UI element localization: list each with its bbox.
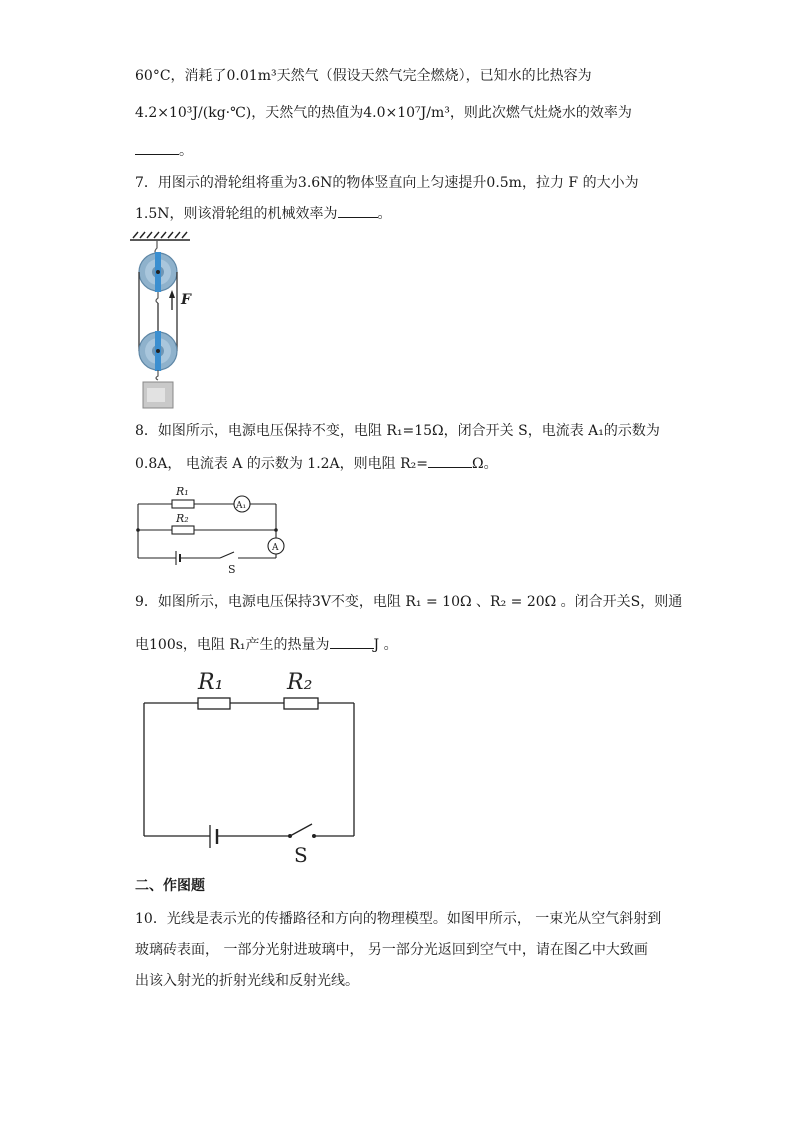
- q8-a-label: A: [272, 543, 279, 553]
- pulley-figure: [125, 232, 205, 412]
- q9-r1-label: R₁: [198, 670, 224, 695]
- q9-answer-blank[interactable]: [330, 634, 374, 649]
- q6-line1: 60°C，消耗了0.01m³天然气（假设天然气完全燃烧），已知水的比热容为: [135, 68, 592, 84]
- q7-line2: 1.5N，则该滑轮组的机械效率为 。: [135, 203, 392, 224]
- q9-line2: 电100s，电阻 R₁产生的热量为 J 。: [135, 634, 398, 655]
- series-circuit-figure: [140, 662, 365, 867]
- q9-switch-label: S: [294, 843, 308, 867]
- q8-a1-label: A₁: [236, 501, 247, 511]
- force-label: F: [181, 292, 191, 308]
- q10-line3: 出该入射光的折射光线和反射光线。: [135, 973, 359, 989]
- q8-line2: 0.8A， 电流表 A 的示数为 1.2A，则电阻 R₂= Ω。: [135, 453, 498, 474]
- q9-r2-label: R₂: [287, 670, 313, 695]
- q10-line1: 10．光线是表示光的传播路径和方向的物理模型。如图甲所示， 一束光从空气斜射到: [135, 911, 662, 927]
- q6-answer-blank[interactable]: [135, 140, 179, 155]
- q8-answer-blank[interactable]: [428, 453, 472, 468]
- q9-line1: 9．如图所示，电源电压保持3V不变，电阻 R₁ = 10Ω 、R₂ = 20Ω 。闭合开关S，则通: [135, 594, 683, 610]
- parallel-circuit-figure: [130, 480, 300, 580]
- q8-r1-label: R₁: [176, 485, 189, 498]
- q10-line2: 玻璃砖表面， 一部分光射进玻璃中， 另一部分光返回到空气中，请在图乙中大致画: [135, 942, 648, 958]
- q6-line3: 。: [135, 140, 193, 161]
- q8-switch-label: S: [228, 563, 236, 576]
- q7-answer-blank[interactable]: [338, 203, 378, 218]
- q8-line1: 8．如图所示，电源电压保持不变，电阻 R₁=15Ω，闭合开关 S，电流表 A₁的示数为: [135, 423, 660, 439]
- section-heading: 二、作图题: [135, 878, 205, 894]
- q8-r2-label: R₂: [176, 512, 189, 525]
- q7-line1: 7．用图示的滑轮组将重为3.6N的物体竖直向上匀速提升0.5m，拉力 F 的大小为: [135, 175, 639, 191]
- q6-line2: 4.2×10³J/(kg·℃)，天然气的热值为4.0×10⁷J/m³，则此次燃气灶烧水的效率为: [135, 105, 632, 121]
